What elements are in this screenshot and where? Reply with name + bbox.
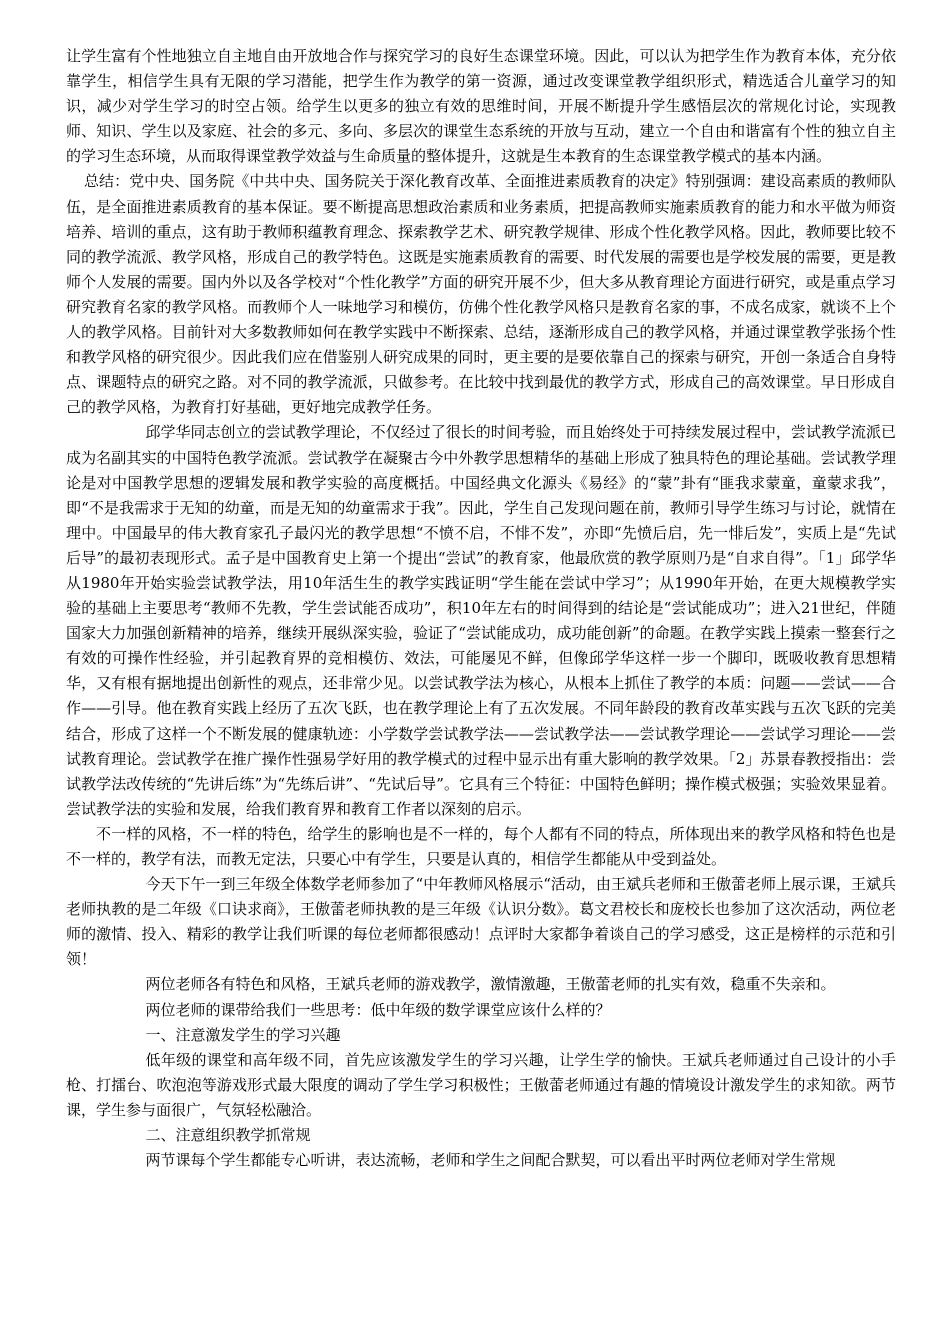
paragraph-ecology-classroom: 让学生富有个性地独立自主地自由开放地合作与探究学习的良好生态课堂环境。因此，可以认为把学生作为教育本体，充分依靠学生，相信学生具有无限的学习潜能，把学生作为教学的第一资源，通过改变课堂教学组织形式，精选适合儿童学习的知识，减少对学生学习的时空占领。给学生以更多的独立有效的思维时间，开展不断提升学生感悟层次的常规化讨论，实现教师、知识、学生以及家庭、社会的多元、多向、多层次的课堂生态系统的开放与互动，建立一个自由和谐富有个性的独立自主的学习生态环境，从而取得课堂教学效益与生命质量的整体提升，这就是生本教育的生态课堂教学模式的基本内涵。 [66,47,896,166]
paragraph-today-activity: 今天下午一到三年级全体数学老师参加了“中年教师风格展示“活动，由王斌兵老师和王傲蕾老师上展示课，王斌兵老师执教的是二年级《口诀求商》，王傲蕾老师执教的是三年级《认识分数》。葛文君校长和庞校长也参加了这次活动，两位老师的激情、投入、精彩的教学让我们听课的每位老师都很感动！点评时大家都争着谈自己的学习感受，这正是榜样的示范和引领！ [66,875,896,969]
paragraph-trial-teaching: 邱学华同志创立的尝试教学理论，不仅经过了很长的时间考验，而且始终处于可持续发展过程中，尝试教学流派已成为名副其实的中国特色教学流派。尝试教学在凝聚古今中外教学思想精华的基础上形成了独具特色的理论基础。尝试教学理论是对中国教学思想的逻辑发展和教学实验的高度概括。中国经典文化源头《易经》的“蒙”卦有“匪我求蒙童，童蒙求我”，即“不是我需求于无知的幼童，而是无知的幼童需求于我”。因此，学生自己发现问题在前，教师引导学生练习与讨论，就情在理中。中国最早的伟大教育家孔子最闪光的教学思想“不愤不启，不悱不发”，亦即“先愤后启，先一悱后发”，实质上是“先试后导”的最初表现形式。孟子是中国教育史上第一个提出“尝试”的教育家，他最欣赏的教学原则乃是“自求自得”。「1」邱学华从1980年开始实验尝试教学法，用10年活生生的教学实践证明“学生能在尝试中学习”；从1990年开始，在更大规模教学实验的基础上主要思考“教师不先教，学生尝试能否成功”，积10年左右的时间得到的结论是“尝试能成功”；进入21世纪，伴随国家大力加强创新精神的培养，继续开展纵深实验，验证了“尝试能成功，成功能创新”的命题。在教学实践上摸索一整套行之有效的可操作性经验，并引起教育界的竞相模仿、效法，可能屡见不鲜，但像邱学华这样一步一个脚印，既吸收教育思想精华，又有根有据地提出创新性的观点，还非常少见。以尝试教学法为核心，从根本上抓住了教学的本质：问题——尝试——合作——引导。他在教育实践上经历了五次飞跃，也在教学理论上有了五次发展。不同年龄段的教育改革实践与五次飞跃的完美结合，形成了这样一个不断发展的健康轨迹：小学数学尝试教学法——尝试教学法——尝试教学理论——尝试学习理论——尝试教育理论。尝试教学在推广操作性强易学好用的教学模式的过程中显示出有重大影响的教学效果。「2」苏景春教授指出：尝试教学法改传统的“先讲后练”为“先练后讲”、“先试后导”。它具有三个特征：中国特色鲜明；操作模式极强；实验效果显着。尝试教学法的实验和发展，给我们教育界和教育工作者以深刻的启示。 [66,423,896,818]
paragraph-two-teachers-style: 两位老师各有特色和风格，王斌兵老师的游戏教学，激情激趣，王傲蕾老师的扎实有效，稳重不失亲和。 [145,975,836,994]
heading-section-two: 二、注意组织教学抓常规 [145,1126,311,1145]
paragraph-section-two-body: 两节课每个学生都能专心听讲，表达流畅，老师和学生之间配合默契，可以看出平时两位老师对学生常规 [145,1151,836,1170]
paragraph-section-one-body: 低年级的课堂和高年级不同，首先应该激发学生的学习兴趣，让学生学的愉快。王斌兵老师通过自己设计的小手枪、打擂台、吹泡泡等游戏形式最大限度的调动了学生学习积极性；王傲蕾老师通过有趣的情境设计激发学生的求知欲。两节课，学生参与面很广，气氛轻松融洽。 [66,1050,896,1119]
paragraph-summary: 总结：党中央、国务院《中共中央、国务院关于深化教育改革、全面推进素质教育的决定》特别强调：建设高素质的教师队伍，是全面推进素质教育的基本保证。要不断提高思想政治素质和业务素质，把提高教师实施素质教育的能力和水平做为师资培养、培训的重点，这有助于教师积蕴教育理念、探索教学艺术、研究教学规律、形成个性化教学风格。因此，教师要比较不同的教学流派、教学风格，形成自己的教学特色。这既是实施素质教育的需要、时代发展的需要也是学校发展的需要，更是教师个人发展的需要。国内外以及各学校对“个性化教学”方面的研究开展不少，但大多从教育理论方面进行研究，或是重点学习研究教育名家的教学风格。而教师个人一味地学习和模仿，仿佛个性化教学风格只是教育名家的事，不成名成家，就谈不上个人的教学风格。目前针对大多数教师如何在教学实践中不断探索、总结，逐渐形成自己的教学风格，并通过课堂教学张扬个性和教学风格的研究很少。因此我们应在借鉴别人研究成果的同时，更主要的是要依靠自己的探索与研究，开创一条适合自身特点、课题特点的研究之路。对不同的教学流派，只做参考。在比较中找到最优的教学方式，形成自己的高效课堂。早日形成自己的教学风格，为教育打好基础，更好地完成教学任务。 [66,172,896,417]
paragraph-different-styles: 不一样的风格，不一样的特色，给学生的影响也是不一样的，每个人都有不同的特点，所体现出来的教学风格和特色也是不一样的，教学有法，而教无定法，只要心中有学生，只要是认真的，相信学生都能从中受到益处。 [66,824,896,868]
heading-section-one: 一、注意激发学生的学习兴趣 [145,1025,341,1044]
paragraph-reflection-question: 两位老师的课带给我们一些思考：低中年级的数学课堂应该什么样的？ [145,1000,611,1019]
document-body [66,44,896,1173]
